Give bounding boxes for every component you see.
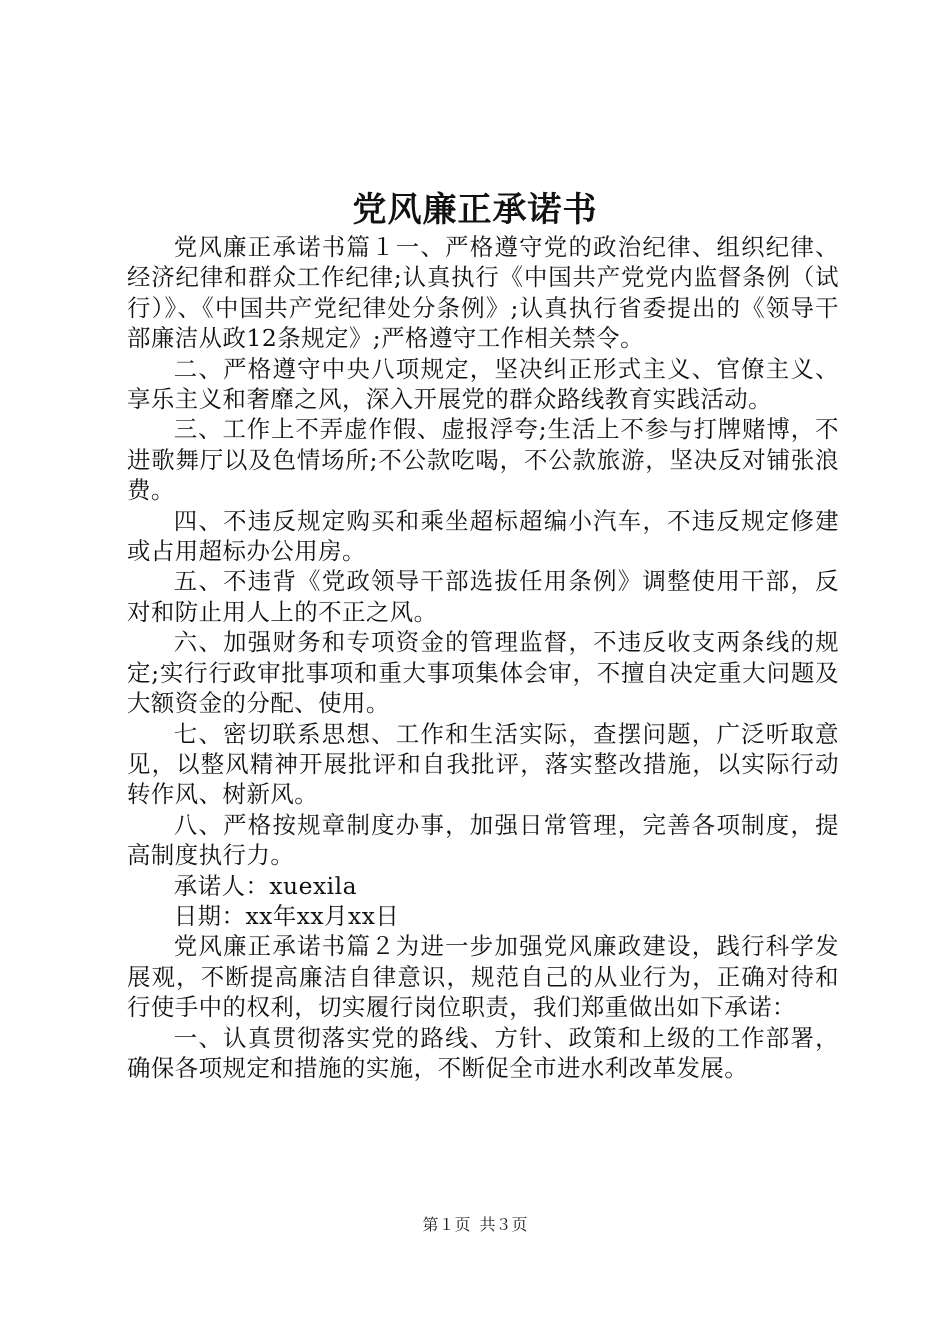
paragraph-10: 一、认真贯彻落实党的路线、方针、政策和上级的工作部署，确保各项规定和措施的实施，不断促全市进水利改革发展。 (127, 1023, 839, 1082)
document-body (127, 232, 839, 1083)
date-line: 日期：xx年xx月xx日 (173, 901, 400, 930)
paragraph-3: 三、工作上不弄虚作假、虚报浮夸;生活上不参与打牌赌博，不进歌舞厅以及色情场所;不公款吃喝，不公款旅游，坚决反对铺张浪费。 (127, 415, 839, 505)
page-title: 党风廉正承诺书 (352, 190, 598, 230)
page-total: 共３页 (479, 1215, 528, 1234)
paragraph-7: 七、密切联系思想、工作和生活实际，查摆问题，广泛听取意见，以整风精神开展批评和自我批评，落实整改措施，以实际行动转作风、树新风。 (127, 719, 839, 809)
paragraph-5: 五、不违背《党政领导干部选拔任用条例》调整使用干部，反对和防止用人上的不正之风。 (127, 567, 839, 626)
paragraph-8: 八、严格按规章制度办事，加强日常管理，完善各项制度，提高制度执行力。 (127, 810, 839, 870)
paragraph-9: 党风廉正承诺书篇２为进一步加强党风廉政建设，践行科学发展观，不断提高廉洁自律意识，规范自己的从业行为，正确对待和行使手中的权利，切实履行岗位职责，我们郑重做出如下承诺： (127, 932, 839, 1022)
paragraph-1: 党风廉正承诺书篇１一、严格遵守党的政治纪律、组织纪律、经济纪律和群众工作纪律;认真执行《中国共产党党内监督条例（试行）》、《中国共产党纪律处分条例》;认真执行省委提出的《领导干部廉洁从政12条规定》;严格遵守工作相关禁令。 (127, 233, 839, 353)
paragraph-6: 六、加强财务和专项资金的管理监督，不违反收支两条线的规定;实行行政审批事项和重大事项集体会审，不擅自决定重大问题及大额资金的分配、使用。 (127, 628, 839, 718)
paragraph-2: 二、严格遵守中央八项规定，坚决纠正形式主义、官僚主义、享乐主义和奢靡之风，深入开展党的群众路线教育实践活动。 (127, 354, 839, 414)
page-number: 第１页 (422, 1215, 471, 1234)
paragraph-4: 四、不违反规定购买和乘坐超标超编小汽车，不违反规定修建或占用超标办公用房。 (127, 506, 839, 566)
signatory-line: 承诺人：xuexila (173, 871, 358, 900)
page-footer (0, 1212, 950, 1235)
